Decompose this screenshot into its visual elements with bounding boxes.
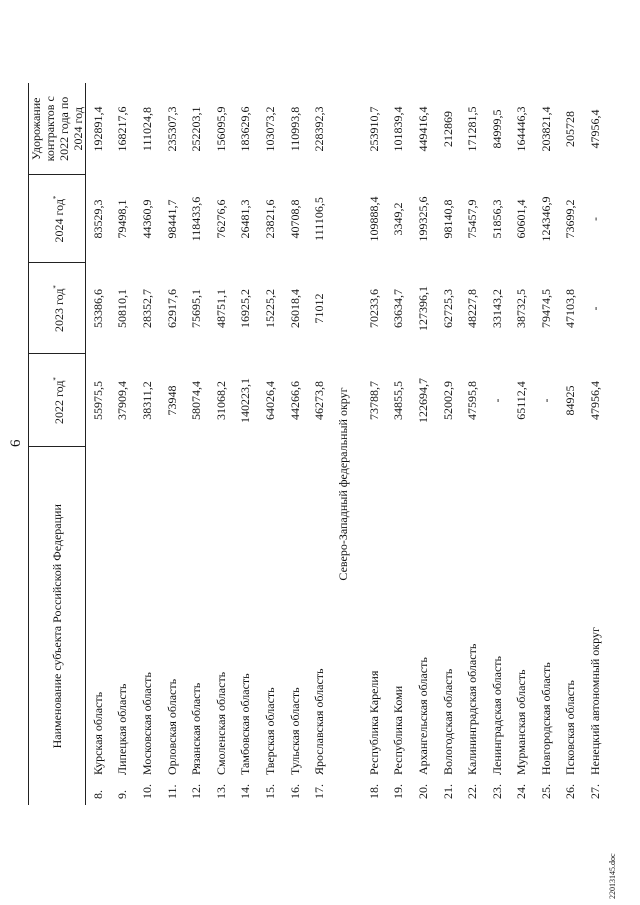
- value-cost: 164446,3: [514, 106, 529, 152]
- row-number: 17.: [312, 784, 327, 799]
- data-table: [28, 83, 608, 805]
- value-cost: 84999,5: [489, 109, 504, 149]
- value-2023: 75695,1: [189, 289, 204, 328]
- value-2022: 84925: [563, 385, 578, 416]
- region-name: Ярославская область: [312, 668, 327, 775]
- row-number: 26.: [563, 784, 578, 799]
- value-2022: 73948: [164, 385, 179, 416]
- value-2024: 51856,3: [489, 199, 504, 239]
- value-2024: 109888,4: [366, 196, 381, 242]
- value-2023: 62725,3: [440, 289, 455, 328]
- row-number: 10.: [139, 784, 154, 799]
- region-name: Тамбовская область: [238, 673, 253, 775]
- value-cost: 449416,4: [415, 106, 430, 152]
- region-name: Орловская область: [164, 678, 179, 775]
- value-2023: 50810,1: [115, 289, 130, 328]
- value-2022: 37909,4: [115, 381, 130, 420]
- value-cost: 205728: [563, 111, 578, 147]
- header-row: [29, 83, 86, 805]
- value-2023: 71012: [312, 293, 327, 324]
- table-row: [387, 83, 412, 805]
- table-row: [583, 83, 608, 805]
- section-block: [332, 83, 362, 805]
- value-cost: 252203,1: [189, 106, 204, 152]
- region-name: Псковская область: [563, 680, 578, 775]
- table-row: [307, 83, 332, 805]
- table-row: [534, 83, 559, 805]
- value-2024: 76276,6: [213, 199, 228, 239]
- table-row: [411, 83, 436, 805]
- value-cost: 171281,5: [465, 106, 480, 152]
- value-2022: 64026,4: [262, 381, 277, 420]
- row-number: 24.: [514, 784, 529, 799]
- table-row: [234, 83, 259, 805]
- rows-central: [86, 83, 332, 805]
- value-2023: 26018,4: [287, 289, 302, 328]
- region-name: Калининградская область: [465, 643, 480, 775]
- value-cost: 47956,4: [588, 109, 603, 149]
- value-2022: 52002,9: [440, 381, 455, 420]
- table-row: [362, 83, 387, 805]
- value-2022: 55975,5: [90, 381, 105, 420]
- value-cost: 212869: [440, 111, 455, 147]
- row-number: 22.: [465, 784, 480, 799]
- region-name: Ленинградская область: [489, 656, 504, 775]
- value-2022: 58074,4: [189, 381, 204, 420]
- value-2024: 26481,3: [238, 199, 253, 239]
- value-2024: 98140,8: [440, 199, 455, 239]
- value-2024: 118433,6: [189, 196, 204, 242]
- region-name: Тульская область: [287, 687, 302, 775]
- value-2024: -: [588, 217, 603, 221]
- value-2022: 34855,5: [391, 381, 406, 420]
- page-number: 6: [8, 439, 24, 447]
- value-2024: 3349,2: [391, 202, 406, 236]
- value-cost: 183629,6: [238, 106, 253, 152]
- value-2024: 40708,8: [287, 199, 302, 239]
- value-cost: 253910,7: [366, 106, 381, 152]
- row-number: 9.: [115, 790, 130, 799]
- value-2023: -: [588, 306, 603, 311]
- value-cost: 203821,4: [538, 106, 553, 152]
- header-cost: Удорожание контрактов с 2022 года по 2024 год: [29, 83, 86, 175]
- value-cost: 168217,6: [115, 106, 130, 152]
- header-2024: 2024 год*: [29, 175, 86, 263]
- row-number: 15.: [262, 784, 277, 799]
- table-row: [283, 83, 308, 805]
- row-number: 19.: [391, 784, 406, 799]
- table-row: [86, 83, 111, 805]
- value-cost: 101839,4: [391, 106, 406, 152]
- value-cost: 103073,2: [262, 106, 277, 152]
- value-2023: 15225,2: [262, 289, 277, 328]
- value-2022: 31068,2: [213, 381, 228, 420]
- table-row: [510, 83, 535, 805]
- region-name: Новгородская область: [538, 662, 553, 775]
- header-2022: 2022 год*: [29, 354, 86, 447]
- value-2022: 38311,2: [139, 381, 154, 420]
- header-name: Наименование субъекта Российской Федерации: [29, 447, 86, 805]
- row-number: 25.: [538, 784, 553, 799]
- value-2024: 111106,5: [312, 197, 327, 241]
- row-number: 18.: [366, 784, 381, 799]
- value-2023: 33143,2: [489, 289, 504, 328]
- value-2023: 70233,6: [366, 289, 381, 328]
- row-number: 16.: [287, 784, 302, 799]
- value-2022: -: [489, 398, 504, 403]
- region-name: Московская область: [139, 672, 154, 775]
- value-2023: 53386,6: [90, 289, 105, 328]
- section-row: [332, 83, 356, 805]
- value-cost: 228392,3: [312, 106, 327, 152]
- region-name: Вологодская область: [440, 668, 455, 775]
- row-number: 8.: [90, 790, 105, 799]
- table-row: [436, 83, 461, 805]
- table-row: [258, 83, 283, 805]
- value-2022: 140223,1: [238, 378, 253, 423]
- table-row: [485, 83, 510, 805]
- region-name: Рязанская область: [189, 682, 204, 775]
- row-number: 13.: [213, 784, 228, 799]
- value-cost: 110993,8: [287, 106, 302, 152]
- value-2024: 199325,6: [415, 196, 430, 242]
- region-name: Тверская область: [262, 687, 277, 775]
- table-row: [111, 83, 136, 805]
- value-2022: 47595,8: [465, 381, 480, 420]
- region-name: Ненецкий автономный округ: [588, 627, 603, 775]
- value-2022: -: [538, 398, 553, 403]
- value-2023: 48751,1: [213, 289, 228, 328]
- value-2024: 44360,9: [139, 199, 154, 239]
- region-name: Липецкая область: [115, 683, 130, 775]
- section-title: Северо-Западный федеральный округ: [336, 387, 351, 581]
- value-2023: 63634,7: [391, 289, 406, 328]
- value-cost: 235307,3: [164, 106, 179, 152]
- value-cost: 111024,8: [139, 106, 154, 152]
- region-name: Мурманская область: [514, 669, 529, 775]
- table-row: [559, 83, 584, 805]
- value-cost: 192891,4: [90, 106, 105, 152]
- rows-northwest: [362, 83, 608, 805]
- value-2022: 44266,6: [287, 381, 302, 420]
- row-number: 12.: [189, 784, 204, 799]
- table-row: [135, 83, 160, 805]
- value-2022: 65112,4: [514, 381, 529, 420]
- value-2023: 79474,5: [538, 289, 553, 328]
- value-2022: 46273,8: [312, 381, 327, 420]
- value-2024: 73699,2: [563, 199, 578, 239]
- row-number: 20.: [415, 784, 430, 799]
- value-2022: 73788,7: [366, 381, 381, 420]
- document-code: 22013145.doc: [608, 853, 617, 899]
- value-2023: 28352,7: [139, 289, 154, 328]
- region-name: Курская область: [90, 691, 105, 775]
- row-number: 11.: [164, 784, 179, 799]
- region-name: Республика Карелия: [366, 670, 381, 775]
- row-number: 14.: [238, 784, 253, 799]
- table-row: [460, 83, 485, 805]
- table-row: [209, 83, 234, 805]
- value-2024: 60601,4: [514, 199, 529, 239]
- value-2024: 23821,6: [262, 199, 277, 239]
- value-2023: 62917,6: [164, 289, 179, 328]
- value-2022: 47956,4: [588, 381, 603, 420]
- value-2023: 47103,8: [563, 289, 578, 328]
- value-2023: 127396,1: [415, 286, 430, 331]
- value-2023: 16925,2: [238, 289, 253, 328]
- value-2024: 79498,1: [115, 199, 130, 239]
- row-number: 27.: [588, 784, 603, 799]
- row-number: 23.: [489, 784, 504, 799]
- value-2024: 98441,7: [164, 199, 179, 239]
- value-2024: 124346,9: [538, 196, 553, 242]
- row-number: 21.: [440, 784, 455, 799]
- value-2024: 75457,9: [465, 199, 480, 239]
- value-2024: 83529,3: [90, 199, 105, 239]
- table-row: [184, 83, 209, 805]
- table-row: [160, 83, 185, 805]
- value-2023: 48227,8: [465, 289, 480, 328]
- region-name: Республика Коми: [391, 685, 406, 775]
- region-name: Смоленская область: [213, 671, 228, 775]
- value-cost: 156095,9: [213, 106, 228, 152]
- header-2023: 2023 год*: [29, 263, 86, 354]
- value-2023: 38732,5: [514, 289, 529, 328]
- value-2022: 122694,7: [415, 378, 430, 423]
- region-name: Архангельская область: [415, 657, 430, 775]
